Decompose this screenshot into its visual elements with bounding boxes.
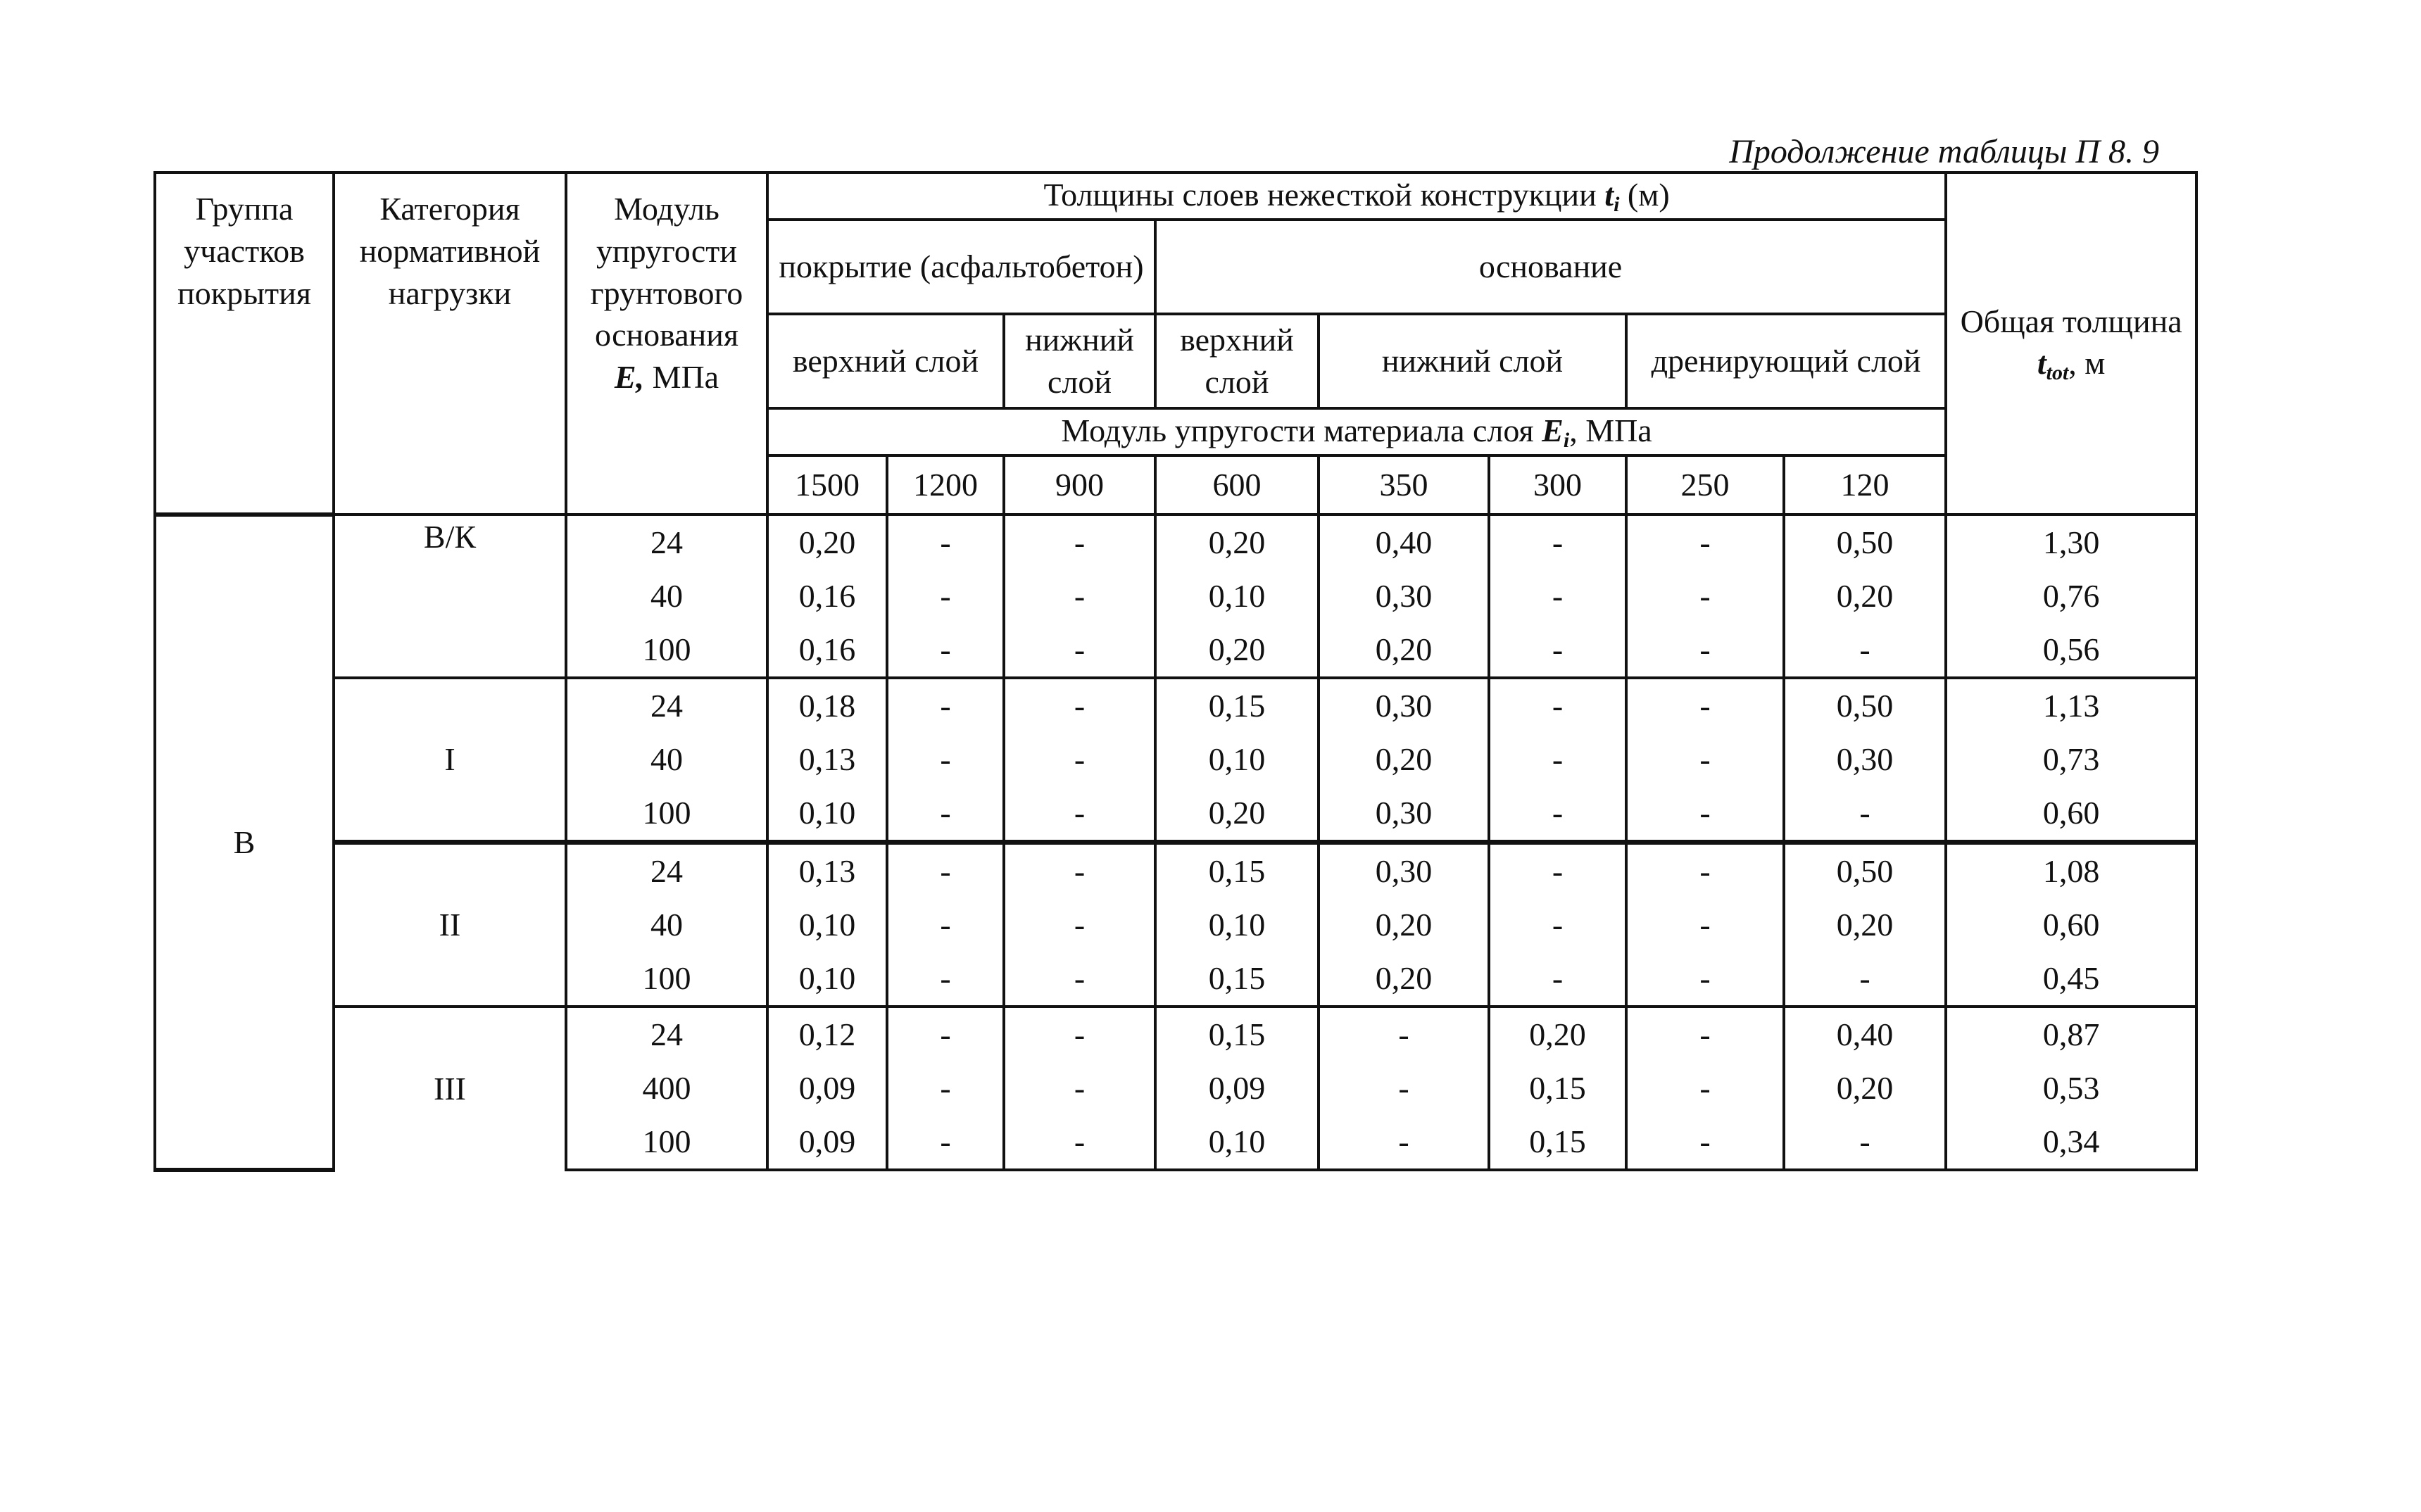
- layer-thickness-cell: -: [1004, 898, 1155, 952]
- category-cell: III: [334, 1007, 566, 1170]
- layer-thickness-cell: -: [1004, 733, 1155, 786]
- layer-thickness-cell: 0,09: [767, 1115, 887, 1170]
- modulus-value: 120: [1784, 455, 1946, 515]
- soil-modulus-cell: 400: [566, 1061, 767, 1115]
- layer-thickness-cell: -: [1489, 786, 1626, 843]
- header-soil-modulus-unit: МПа: [652, 359, 719, 396]
- header-coat-upper: верхний слой: [767, 314, 1004, 408]
- layer-thickness-cell: -: [1626, 1061, 1784, 1115]
- modulus-value: 300: [1489, 455, 1626, 515]
- modulus-value: 1500: [767, 455, 887, 515]
- header-total-unit: , м: [2068, 345, 2106, 382]
- header-base-lower: нижний слой: [1319, 314, 1626, 408]
- layer-thickness-cell: -: [887, 1061, 1004, 1115]
- layer-thickness-cell: -: [1626, 952, 1784, 1007]
- layer-thickness-cell: 0,20: [1784, 898, 1946, 952]
- layer-thickness-cell: -: [1004, 843, 1155, 899]
- total-thickness-cell: 0,87: [1946, 1007, 2196, 1061]
- layer-thickness-cell: -: [1784, 786, 1946, 843]
- layer-thickness-cell: -: [1489, 952, 1626, 1007]
- layer-thickness-cell: 0,20: [1319, 623, 1489, 678]
- layer-thickness-cell: 0,12: [767, 1007, 887, 1061]
- total-thickness-cell: 0,76: [1946, 569, 2196, 623]
- layer-thickness-cell: 0,13: [767, 843, 887, 899]
- table-row: [155, 843, 2196, 899]
- layer-thickness-cell: -: [887, 786, 1004, 843]
- layer-thickness-cell: 0,50: [1784, 678, 1946, 733]
- header-base-upper: верхний слой: [1155, 314, 1319, 408]
- modulus-value: 250: [1626, 455, 1784, 515]
- table-caption: Продолжение таблицы П 8. 9: [1729, 133, 2159, 170]
- total-thickness-cell: 0,60: [1946, 898, 2196, 952]
- layer-thickness-cell: 0,16: [767, 569, 887, 623]
- layer-thickness-cell: -: [1489, 569, 1626, 623]
- modulus-value: 1200: [887, 455, 1004, 515]
- header-total-label: Общая толщина: [1960, 303, 2182, 339]
- layer-thickness-cell: 0,30: [1319, 786, 1489, 843]
- layer-thickness-cell: -: [1489, 678, 1626, 733]
- total-thickness-cell: 0,34: [1946, 1115, 2196, 1170]
- soil-modulus-cell: 24: [566, 515, 767, 569]
- header-layer-modulus: [767, 408, 1946, 455]
- layer-thickness-cell: 0,20: [1319, 898, 1489, 952]
- layer-thickness-cell: -: [1004, 786, 1155, 843]
- category-cell: В/К: [334, 515, 566, 678]
- layer-thickness-cell: 0,20: [767, 515, 887, 569]
- header-soil-modulus: [566, 172, 767, 515]
- header-total-sub: tot: [2046, 361, 2069, 385]
- layer-thickness-cell: -: [1626, 898, 1784, 952]
- layer-thickness-cell: 0,20: [1784, 569, 1946, 623]
- layer-thickness-cell: 0,15: [1155, 952, 1319, 1007]
- layer-thickness-cell: -: [1489, 623, 1626, 678]
- layer-thickness-cell: -: [1319, 1061, 1489, 1115]
- layer-thickness-cell: 0,15: [1489, 1115, 1626, 1170]
- header-base-drain: дренирующий слой: [1626, 314, 1946, 408]
- header-layer-modulus-title: Модуль упругости материала слоя: [1061, 412, 1534, 448]
- layer-thickness-cell: -: [887, 678, 1004, 733]
- thickness-table: [153, 171, 2198, 1172]
- layer-thickness-cell: -: [887, 1115, 1004, 1170]
- header-group: Группа участков покрытия: [155, 172, 334, 515]
- layer-thickness-cell: 0,15: [1489, 1061, 1626, 1115]
- header-category: Категория нормативной нагрузки: [334, 172, 566, 515]
- layer-thickness-cell: -: [1626, 786, 1784, 843]
- layer-thickness-cell: -: [1626, 733, 1784, 786]
- soil-modulus-cell: 24: [566, 1007, 767, 1061]
- layer-thickness-cell: -: [1489, 843, 1626, 899]
- layer-thickness-cell: -: [1626, 569, 1784, 623]
- layer-thickness-cell: 0,30: [1319, 678, 1489, 733]
- header-layer-modulus-sub: i: [1563, 429, 1570, 452]
- modulus-value: 900: [1004, 455, 1155, 515]
- layer-thickness-cell: 0,09: [767, 1061, 887, 1115]
- total-thickness-cell: 0,73: [1946, 733, 2196, 786]
- layer-thickness-cell: -: [1004, 1115, 1155, 1170]
- layer-thickness-cell: -: [1626, 515, 1784, 569]
- total-thickness-cell: 1,13: [1946, 678, 2196, 733]
- layer-thickness-cell: -: [1004, 569, 1155, 623]
- layer-thickness-cell: 0,30: [1319, 569, 1489, 623]
- layer-thickness-cell: -: [1626, 1115, 1784, 1170]
- layer-thickness-cell: 0,20: [1155, 623, 1319, 678]
- layer-thickness-cell: -: [887, 898, 1004, 952]
- layer-thickness-cell: -: [1784, 623, 1946, 678]
- header-thickness-title: Толщины слоев нежесткой конструкции: [1043, 177, 1597, 213]
- layer-thickness-cell: 0,40: [1319, 515, 1489, 569]
- layer-thickness-cell: -: [887, 733, 1004, 786]
- soil-modulus-cell: 24: [566, 678, 767, 733]
- layer-thickness-cell: -: [1626, 843, 1784, 899]
- table-row: [155, 515, 2196, 569]
- layer-thickness-cell: -: [1319, 1115, 1489, 1170]
- layer-thickness-cell: 0,13: [767, 733, 887, 786]
- header-layer-modulus-unit: , МПа: [1569, 412, 1652, 448]
- category-cell: I: [334, 678, 566, 843]
- layer-thickness-cell: -: [1004, 515, 1155, 569]
- modulus-value: 350: [1319, 455, 1489, 515]
- table-body: [155, 515, 2196, 1170]
- layer-thickness-cell: 0,20: [1489, 1007, 1626, 1061]
- layer-thickness-cell: 0,09: [1155, 1061, 1319, 1115]
- total-thickness-cell: 0,45: [1946, 952, 2196, 1007]
- layer-thickness-cell: -: [1489, 733, 1626, 786]
- layer-thickness-cell: 0,10: [1155, 898, 1319, 952]
- layer-thickness-cell: -: [1319, 1007, 1489, 1061]
- layer-thickness-cell: 0,20: [1319, 733, 1489, 786]
- header-layer-modulus-symbol: E: [1542, 412, 1564, 448]
- soil-modulus-cell: 100: [566, 952, 767, 1007]
- soil-modulus-cell: 100: [566, 786, 767, 843]
- layer-thickness-cell: 0,10: [767, 786, 887, 843]
- header-thickness-unit: (м): [1627, 177, 1670, 213]
- layer-thickness-cell: 0,50: [1784, 843, 1946, 899]
- layer-thickness-cell: -: [1489, 515, 1626, 569]
- layer-thickness-cell: 0,50: [1784, 515, 1946, 569]
- layer-thickness-cell: -: [1626, 678, 1784, 733]
- layer-thickness-cell: -: [1626, 1007, 1784, 1061]
- layer-thickness-cell: 0,16: [767, 623, 887, 678]
- header-thickness-symbol: t: [1604, 177, 1614, 213]
- layer-thickness-cell: 0,10: [767, 952, 887, 1007]
- header-thickness-sub: i: [1614, 193, 1620, 216]
- header-base: основание: [1155, 220, 1946, 314]
- layer-thickness-cell: 0,30: [1319, 843, 1489, 899]
- layer-thickness-cell: -: [1626, 623, 1784, 678]
- total-thickness-cell: 1,08: [1946, 843, 2196, 899]
- table-row: [155, 678, 2196, 733]
- layer-thickness-cell: 0,20: [1784, 1061, 1946, 1115]
- modulus-value: 600: [1155, 455, 1319, 515]
- total-thickness-cell: 1,30: [1946, 515, 2196, 569]
- header-total-symbol: t: [2037, 345, 2046, 382]
- layer-thickness-cell: -: [887, 843, 1004, 899]
- header-coat-lower: нижний слой: [1004, 314, 1155, 408]
- header-soil-modulus-symbol: E,: [614, 359, 645, 396]
- layer-thickness-cell: -: [1004, 952, 1155, 1007]
- layer-thickness-cell: 0,30: [1784, 733, 1946, 786]
- header-soil-modulus-label: Модуль упругости грунтового основания: [590, 191, 743, 353]
- layer-thickness-cell: 0,20: [1155, 786, 1319, 843]
- header-coating: покрытие (асфальтобетон): [767, 220, 1155, 314]
- soil-modulus-cell: 40: [566, 733, 767, 786]
- layer-thickness-cell: 0,10: [1155, 569, 1319, 623]
- layer-thickness-cell: 0,15: [1155, 1007, 1319, 1061]
- layer-thickness-cell: 0,15: [1155, 678, 1319, 733]
- total-thickness-cell: 0,60: [1946, 786, 2196, 843]
- layer-thickness-cell: 0,10: [1155, 733, 1319, 786]
- layer-thickness-cell: -: [887, 1007, 1004, 1061]
- group-cell: В: [155, 515, 334, 1170]
- layer-thickness-cell: 0,10: [767, 898, 887, 952]
- soil-modulus-cell: 24: [566, 843, 767, 899]
- layer-thickness-cell: 0,40: [1784, 1007, 1946, 1061]
- layer-thickness-cell: -: [1784, 1115, 1946, 1170]
- layer-thickness-cell: -: [887, 952, 1004, 1007]
- header-total: [1946, 172, 2196, 515]
- total-thickness-cell: 0,53: [1946, 1061, 2196, 1115]
- layer-thickness-cell: 0,20: [1155, 515, 1319, 569]
- soil-modulus-cell: 40: [566, 898, 767, 952]
- soil-modulus-cell: 100: [566, 1115, 767, 1170]
- category-cell: II: [334, 843, 566, 1007]
- layer-thickness-cell: -: [1489, 898, 1626, 952]
- layer-thickness-cell: -: [887, 623, 1004, 678]
- table-row: [155, 1007, 2196, 1061]
- layer-thickness-cell: -: [1004, 1061, 1155, 1115]
- layer-thickness-cell: -: [887, 515, 1004, 569]
- layer-thickness-cell: 0,18: [767, 678, 887, 733]
- total-thickness-cell: 0,56: [1946, 623, 2196, 678]
- layer-thickness-cell: -: [1784, 952, 1946, 1007]
- layer-thickness-cell: -: [1004, 678, 1155, 733]
- soil-modulus-cell: 40: [566, 569, 767, 623]
- soil-modulus-cell: 100: [566, 623, 767, 678]
- layer-thickness-cell: 0,20: [1319, 952, 1489, 1007]
- layer-thickness-cell: -: [887, 569, 1004, 623]
- header-thickness: [767, 172, 1946, 220]
- layer-thickness-cell: -: [1004, 623, 1155, 678]
- layer-thickness-cell: -: [1004, 1007, 1155, 1061]
- layer-thickness-cell: 0,10: [1155, 1115, 1319, 1170]
- layer-thickness-cell: 0,15: [1155, 843, 1319, 899]
